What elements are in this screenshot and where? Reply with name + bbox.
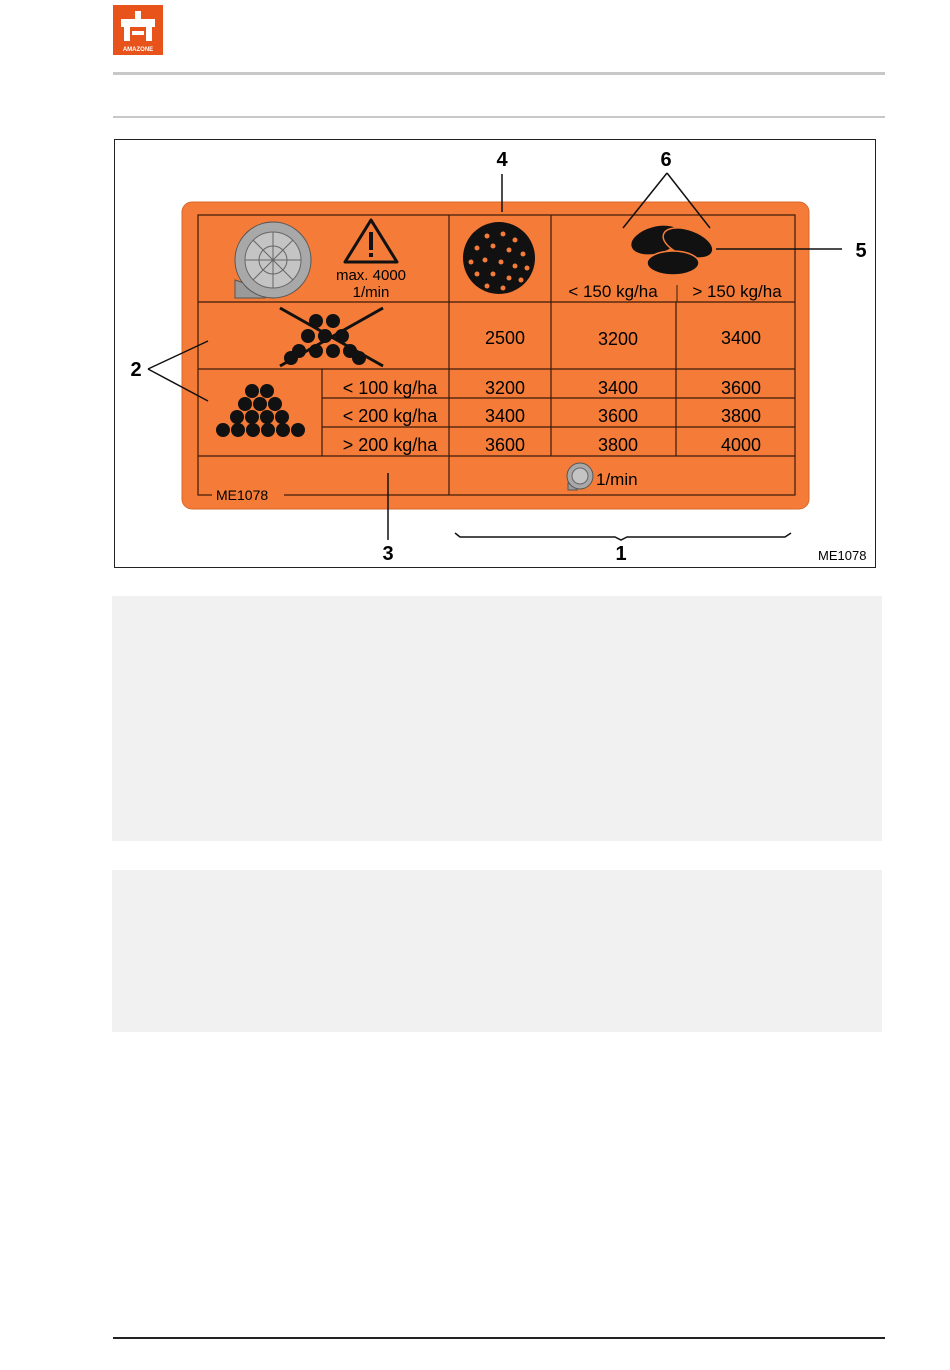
header-rule	[113, 72, 885, 75]
row-no-rate-value-3: 3400	[720, 328, 762, 348]
rate-2-value-3: 3800	[720, 406, 762, 426]
callout-3: 3	[382, 543, 394, 565]
footer-rule	[113, 1337, 885, 1339]
callout-6: 6	[660, 149, 672, 171]
row-no-rate-value-2: 3200	[597, 329, 639, 349]
info-box-2	[112, 870, 882, 1032]
amazone-logo	[113, 5, 163, 55]
rate-1-value-1: 3200	[484, 378, 526, 398]
header-rule-2	[113, 116, 885, 118]
callout-4: 4	[496, 149, 508, 171]
small-fan-icon	[567, 463, 593, 490]
rate-2-value-2: 3600	[597, 406, 639, 426]
col-header-high: > 150 kg/ha	[692, 282, 782, 301]
callout-5: 5	[855, 240, 867, 262]
fan-icon	[235, 222, 311, 298]
row-no-rate-value-1: 2500	[484, 328, 526, 348]
max-speed-line1: max. 4000	[335, 267, 407, 284]
rate-3-value-3: 4000	[720, 435, 762, 455]
callout-1-bracket	[455, 533, 791, 540]
info-box-1	[112, 596, 882, 841]
fine-seed-icon	[463, 222, 535, 294]
col-header-low: < 150 kg/ha	[568, 282, 658, 301]
fan-unit-label: 1/min	[596, 470, 638, 489]
callout-1: 1	[615, 543, 627, 565]
rate-label-2: < 200 kg/ha	[342, 406, 438, 426]
rate-label-1: < 100 kg/ha	[342, 378, 438, 398]
rate-label-3: > 200 kg/ha	[342, 435, 438, 455]
rate-1-value-3: 3600	[720, 378, 762, 398]
rate-1-value-2: 3400	[597, 378, 639, 398]
rate-3-value-1: 3600	[484, 435, 526, 455]
callout-2: 2	[130, 359, 142, 381]
logo-text: AMAZONE	[122, 47, 154, 53]
figure-id: ME1078	[818, 548, 867, 563]
fan-speed-label-figure	[114, 139, 876, 568]
rate-3-value-2: 3800	[597, 435, 639, 455]
label-code: ME1078	[216, 487, 269, 503]
max-speed-line2: 1/min	[352, 284, 390, 301]
rate-2-value-1: 3400	[484, 406, 526, 426]
